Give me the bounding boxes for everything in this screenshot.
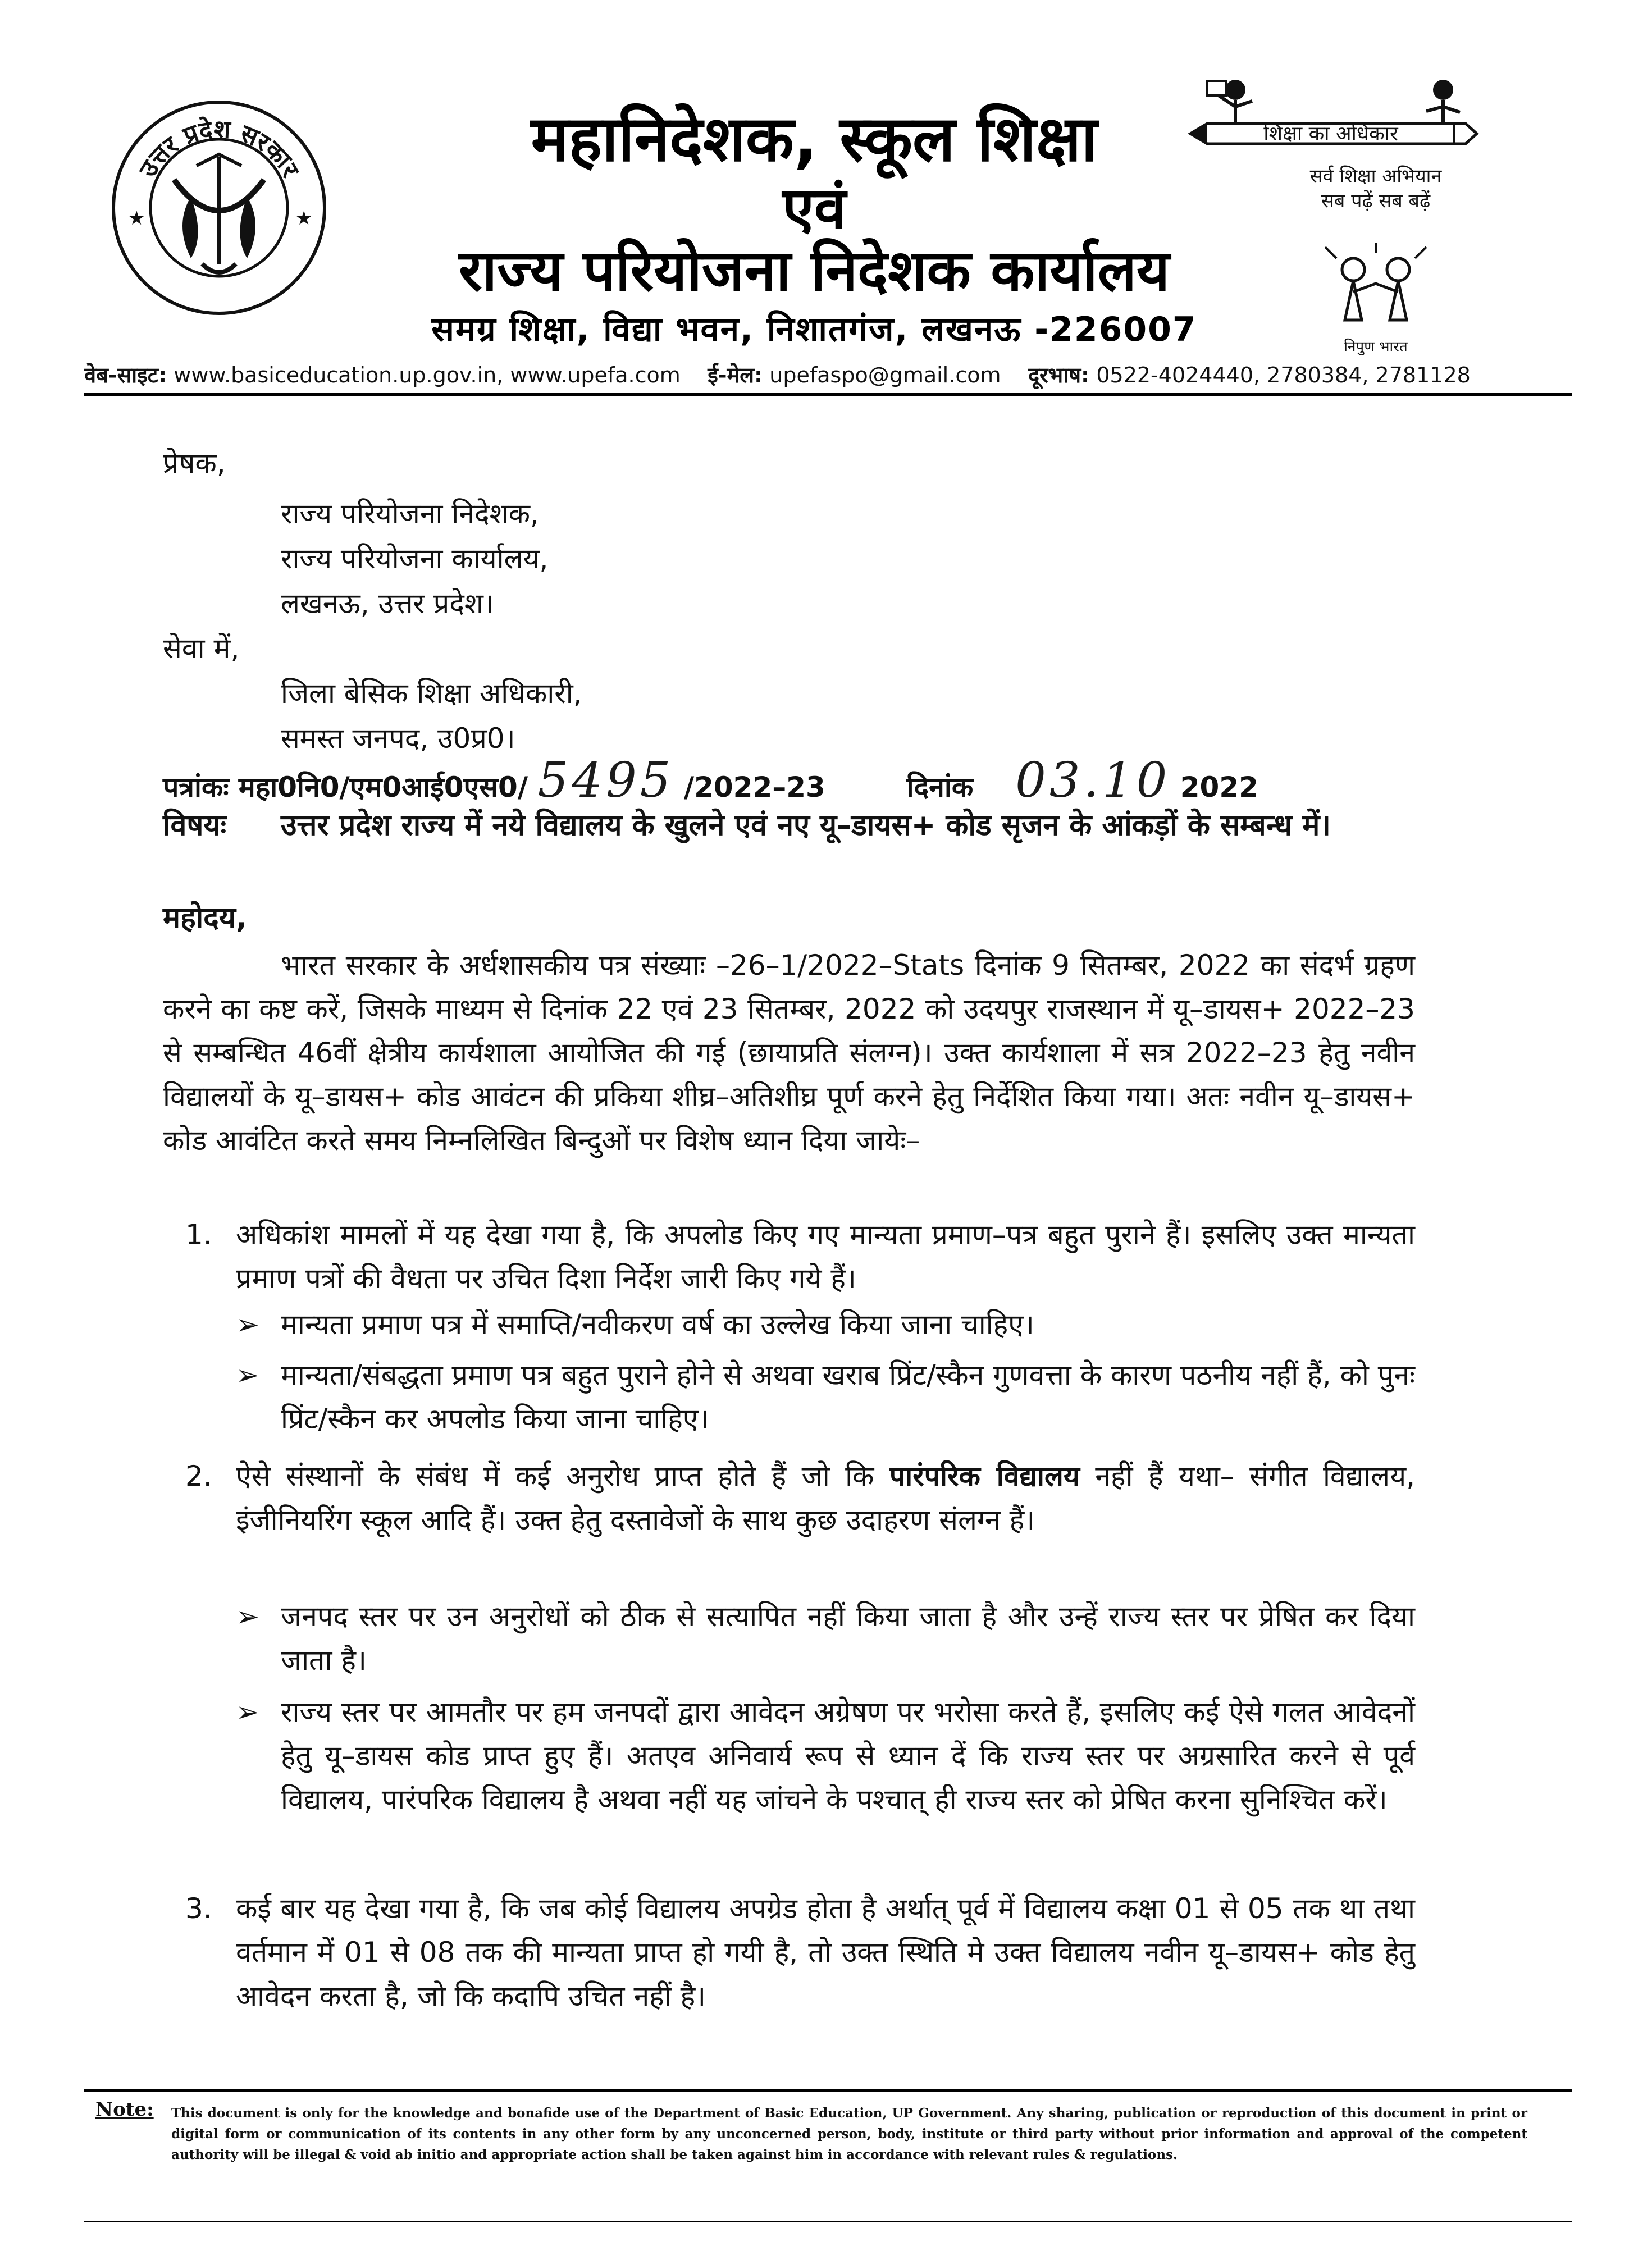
point-3 xyxy=(185,1887,1415,2018)
seal-text: उत्तर प्रदेश सरकार xyxy=(133,115,305,182)
nipun-label: निपुण भारत xyxy=(1344,339,1408,355)
point-2-number: 2. xyxy=(185,1460,212,1492)
recipient-label: सेवा में, xyxy=(163,632,240,665)
subject-label: विषयः xyxy=(163,809,227,842)
header-divider xyxy=(84,393,1572,396)
point-2 xyxy=(185,1454,1415,1542)
header-title-line1: महानिदेशक, स्कूल शिक्षा xyxy=(531,103,1098,176)
intro-paragraph: भारत सरकार के अर्धशासकीय पत्र संख्याः –26–1/2022–Stats दिनांक 9 सितम्बर, 2022 का संदर्भ ग्रहण करने का कष्ट करें, जिसके माध्यम से दिनांक 22 एवं 23 सितम्बर, 2022 को उदयपुर राजस्थान में यू–डायस+ 2022–23 से सम्बन्धित 46वीं क्षेत्रीय कार्यशाला आयोजित की गई (छायाप्रति संलग्न)। उक्त कार्यशाला में सत्र 2022–23 हेतु नवीन विद्यालयों के यू–डायस+ कोड आवंटन की प्रकिया शीघ्र–अतिशीघ्र पूर्ण करने हेतु निर्देशित किया गया। अतः नवीन यू–डायस+ कोड आवंटित करते समय निम्नलिखित बिन्दुओं पर विशेष ध्यान दिया जायेः– xyxy=(163,949,1415,1157)
web-value: www.basiceducation.up.gov.in, www.upefa.com xyxy=(174,363,681,387)
arrow-bullet-icon: ➢ xyxy=(236,1359,259,1391)
phone-value: 0522-4024440, 2780384, 2781128 xyxy=(1096,363,1471,387)
date-year: 2022 xyxy=(1180,771,1258,804)
recipient-line2: समस्त जनपद, उ0प्र0। xyxy=(281,722,515,755)
sender-line3: लखनऊ, उत्तर प्रदेश। xyxy=(281,587,494,620)
footer-note-label: Note: xyxy=(95,2098,154,2121)
point-2-text xyxy=(236,1454,1415,1542)
arrow-bullet-icon: ➢ xyxy=(236,1600,259,1633)
email-value: upefaspo@gmail.com xyxy=(769,363,1001,387)
header-title-line3: राज्य परियोजना निदेशक कार्यालय xyxy=(458,238,1170,304)
point-2-bullet-1 xyxy=(236,1595,1415,1682)
nipun-bharat-logo xyxy=(1303,241,1449,337)
point-3-number: 3. xyxy=(185,1892,212,1925)
footer-note-text: This document is only for the knowledge and bonafide use of the Department of Basic Education, UP Government. Any sharing, publication or reproduction of this document in print or digital form or communication of its contents in any other form by any unconcerned person, body, institute or third party without prior information and approval of the competent authority will be illegal & void ab initio and appropriate action shall be taken against him in accordance with relevant rules & regulations. xyxy=(171,2106,1527,2162)
reference-year: /2022–23 xyxy=(683,771,825,804)
footer-note xyxy=(95,2098,1527,2165)
ssa-line1: सर्व शिक्षा अभियान xyxy=(1309,165,1442,188)
header-title-line2: एवं xyxy=(782,175,846,242)
sender-line1: राज्य परियोजना निदेशक, xyxy=(281,497,539,530)
point-1-text: अधिकांश मामलों में यह देखा गया है, कि अपलोड किए गए मान्यता प्रमाण–पत्र बहुत पुराने हैं। इसलिए उक्त मान्यता प्रमाण पत्रों की वैधता पर उचित दिशा निर्देश जारी किए गये हैं। xyxy=(236,1218,1415,1295)
sender-label: प्रेषक, xyxy=(163,447,226,480)
sender-line2: राज्य परियोजना कार्यालय, xyxy=(281,542,549,575)
right-to-education-logo xyxy=(1174,67,1488,174)
subject xyxy=(163,803,1415,848)
point-1-bullet-1-text: मान्यता प्रमाण पत्र में समाप्ति/नवीकरण वर्ष का उल्लेख किया जाना चाहिए। xyxy=(281,1308,1034,1341)
salutation: महोदय, xyxy=(163,901,247,935)
arrow-bullet-icon: ➢ xyxy=(236,1696,259,1728)
svg-text:★: ★ xyxy=(128,207,145,230)
nipun-children-icon xyxy=(1303,241,1449,337)
date-value: 03.10 xyxy=(1015,752,1171,809)
arrow-bullet-icon: ➢ xyxy=(236,1308,259,1341)
point-1-number: 1. xyxy=(185,1218,212,1251)
point-1 xyxy=(185,1213,1415,1300)
pencil-children-icon xyxy=(1174,67,1488,174)
recipient-line1: जिला बेसिक शिक्षा अधिकारी, xyxy=(281,677,582,710)
up-government-seal xyxy=(107,95,331,320)
date-label: दिनांक xyxy=(906,771,974,804)
seal-emblem-icon xyxy=(107,95,331,320)
ssa-tagline xyxy=(1263,164,1488,213)
svg-text:★: ★ xyxy=(295,207,313,230)
ssa-line2: सब पढ़ें सब बढ़ें xyxy=(1321,190,1431,212)
phone-label: दूरभाष: xyxy=(1028,363,1090,387)
footer-divider xyxy=(84,2089,1572,2092)
subject-text: उत्तर प्रदेश राज्य में नये विद्यालय के खुलने एवं नए यू–डायस+ कोड सृजन के आंकड़ों के सम्बन्ध में। xyxy=(281,809,1331,842)
point-2-bullet-2 xyxy=(236,1690,1415,1822)
point-1-bullet-1 xyxy=(236,1303,1415,1346)
bottom-divider xyxy=(84,2221,1572,2222)
reference-number: 5495 xyxy=(537,752,674,809)
point-2-bullet-2-text: राज्य स्तर पर आमतौर पर हम जनपदों द्वारा आवेदन अग्रेषण पर भरोसा करते हैं, इसलिए कई ऐसे गलत आवेदनों हेतु यू–डायस कोड प्राप्त हुए हैं। अतएव अनिवार्य रूप से ध्यान दें कि राज्य स्तर पर अग्रसारित करने से पूर्व विद्यालय, पारंपरिक विद्यालय है अथवा नहीं यह जांचने के पश्चात् ही राज्य स्तर को प्रेषित करना सुनिश्चित करें। xyxy=(281,1696,1415,1816)
email-label: ई-मेल: xyxy=(708,363,763,387)
point-2-bullet-1-text: जनपद स्तर पर उन अनुरोधों को ठीक से सत्यापित नहीं किया जाता है और उन्हें राज्य स्तर पर प्रेषित कर दिया जाता है। xyxy=(281,1600,1415,1677)
reference-label: पत्रांकः महा0नि0/एम0आई0एस0/ xyxy=(163,771,528,804)
point-2-text-after: नहीं हैं यथा– संगीत विद्यालय, इंजीनियरिंग स्कूल आदि हैं। उक्त हेतु दस्तावेजों के साथ कुछ उदाहरण संलग्न हैं। xyxy=(236,1460,1415,1536)
point-2-text-bold: पारंपरिक विद्यालय xyxy=(889,1460,1080,1492)
rte-label: शिक्षा का अधिकार xyxy=(1263,122,1398,145)
point-1-bullet-2-text: मान्यता/संबद्धता प्रमाण पत्र बहुत पुराने होने से अथवा खराब प्रिंट/स्कैन गुणवत्ता के कारण पठनीय नहीं हैं, को पुनः प्रिंट/स्कैन कर अपलोड किया जाना चाहिए। xyxy=(281,1359,1415,1435)
contact-line xyxy=(84,359,1572,391)
point-1-bullet-2 xyxy=(236,1353,1415,1441)
web-label: वेब-साइट: xyxy=(84,363,167,387)
point-3-text: कई बार यह देखा गया है, कि जब कोई विद्यालय अपग्रेड होता है अर्थात् पूर्व में विद्यालय कक्षा 01 से 05 तक था तथा वर्तमान में 01 से 08 तक की मान्यता प्राप्त हो गयी है, तो उक्त स्थिति मे उक्त विद्यालय नवीन यू–डायस+ कोड हेतु आवेदन करता है, जो कि कदापि उचित नहीं है। xyxy=(236,1892,1415,2012)
header-address: समग्र शिक्षा, विद्या भवन, निशातगंज, लखनऊ -226007 xyxy=(431,310,1197,349)
point-2-text-before: ऐसे संस्थानों के संबंध में कई अनुरोध प्राप्त होते हैं जो कि xyxy=(236,1460,874,1492)
